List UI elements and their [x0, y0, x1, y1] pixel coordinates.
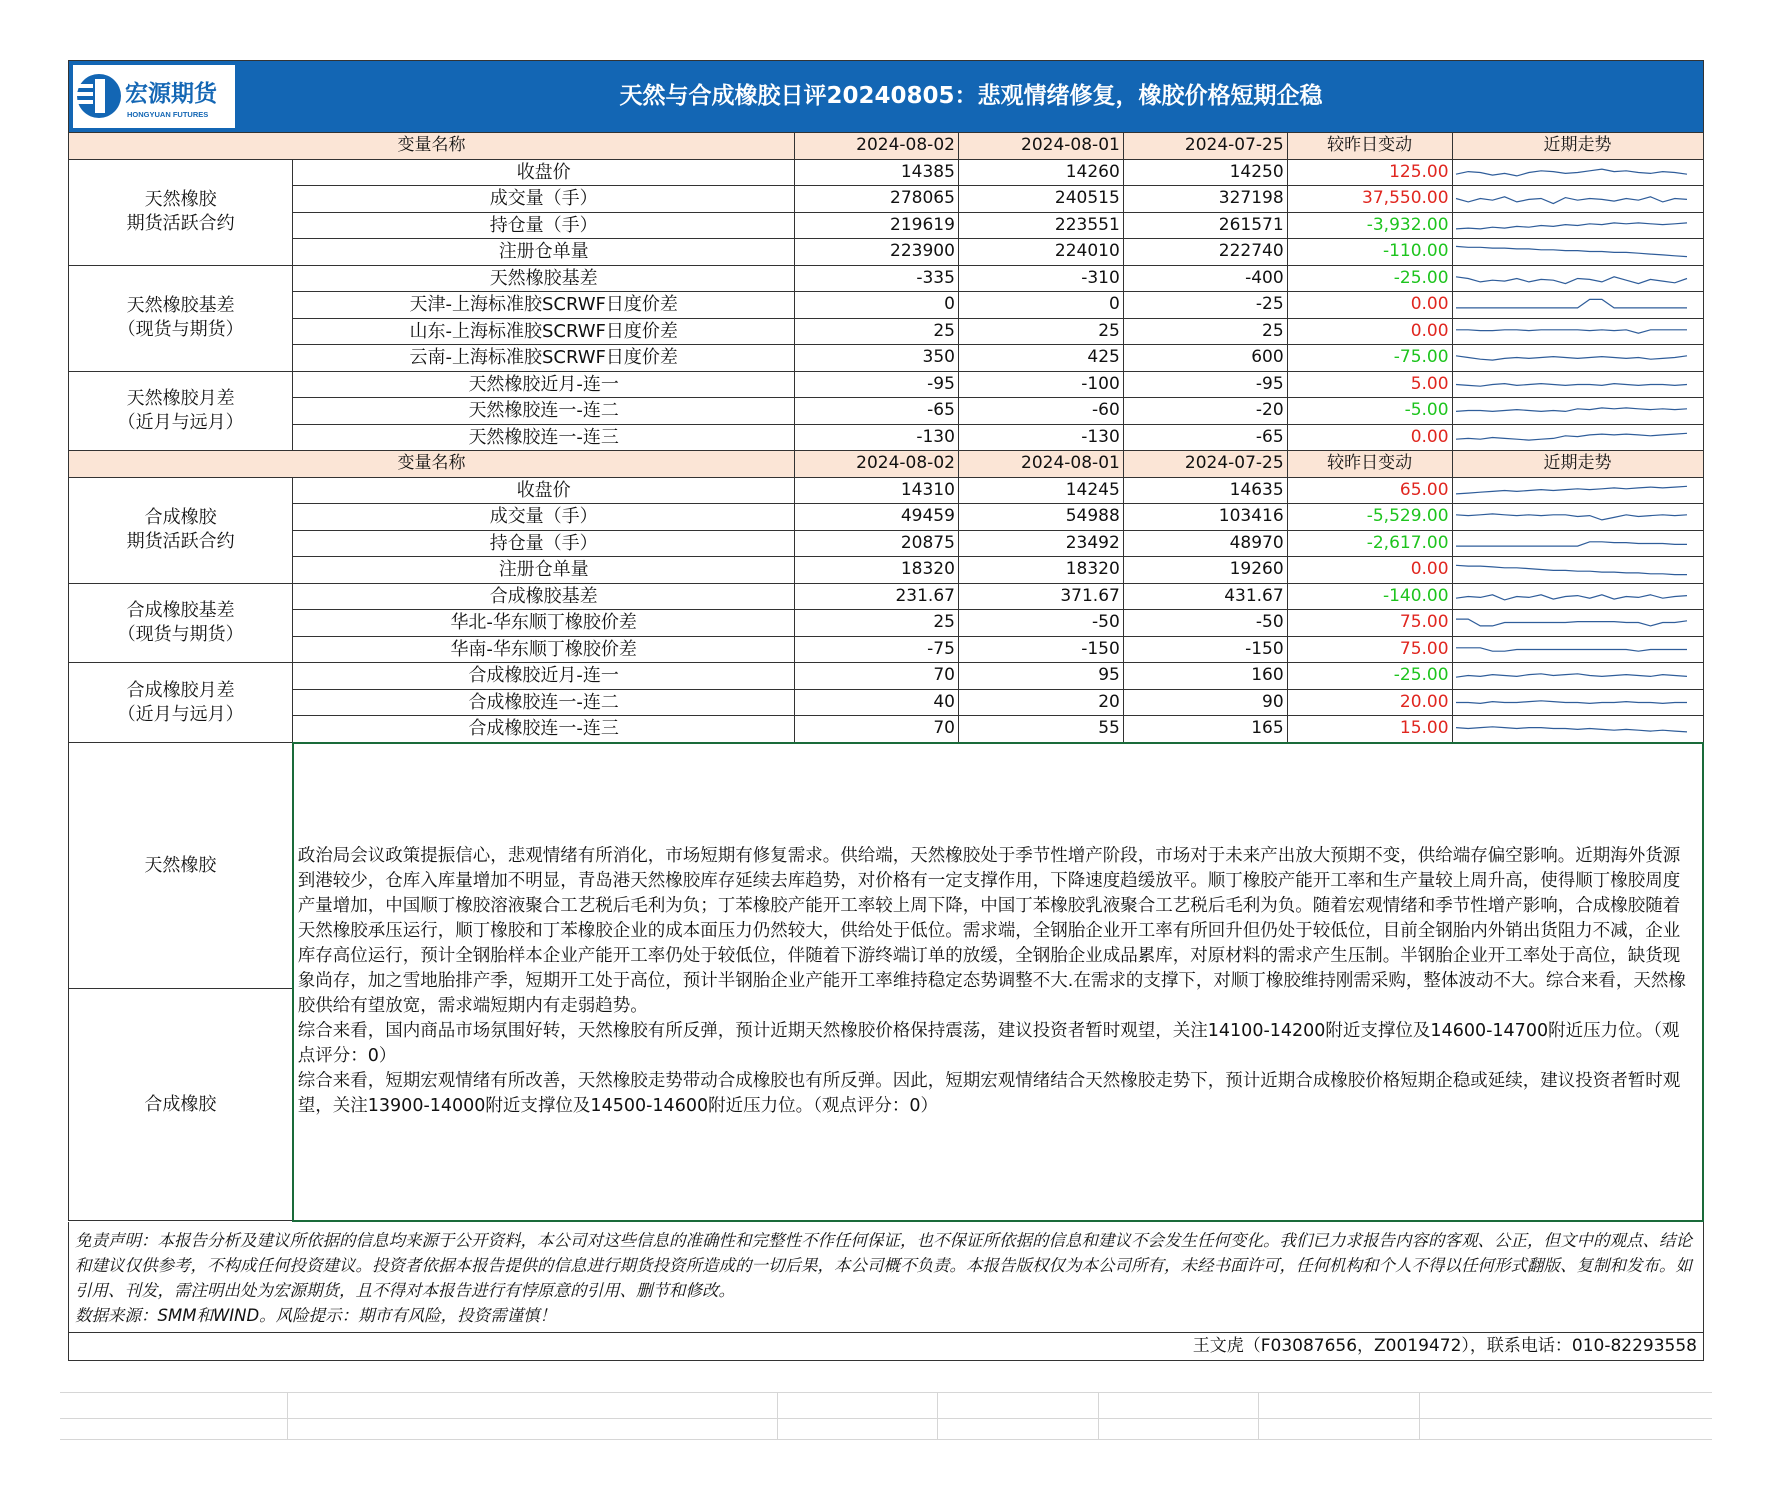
table-row [69, 663, 1704, 690]
variable-name: 成交量（手） [293, 186, 795, 213]
value-date-2: 54988 [958, 504, 1123, 531]
daily-change-value: -5,529.00 [1287, 504, 1452, 531]
value-date-2: -310 [958, 265, 1123, 292]
group-label-line: （现货与期货） [117, 319, 244, 340]
group-label-line: 天然橡胶 [144, 189, 217, 210]
header-date-3: 2024-07-25 [1123, 133, 1287, 160]
trend-sparkline-cell [1452, 530, 1703, 557]
sparkline-chart [1453, 214, 1690, 237]
header-recent-trend: 近期走势 [1452, 133, 1703, 160]
logo-cn-text: 宏源期货 [125, 80, 217, 106]
group-label-line: （近月与远月） [117, 703, 244, 725]
report-banner [68, 60, 1704, 132]
variable-name: 天然橡胶基差 [293, 265, 795, 292]
table-row [69, 477, 1704, 504]
trend-sparkline-cell [1452, 345, 1703, 372]
commentary-label-synthetic: 合成橡胶 [69, 989, 293, 1221]
value-date-3: -50 [1123, 610, 1287, 637]
disclaimer-text: 免责声明：本报告分析及建议所依据的信息均来源于公开资料，本公司对这些信息的准确性和完整性不作任何保证，也不保证所依据的信息和建议不会发生任何变化。我们已力求报告内容的客观、公正，但文中的观点、结论和建议仅供参考，不构成任何投资建议。投资者依据本报告提供的信息进行期货投资所造成的一切后果，本公司概不负责。本报告版权仅为本公司所有，未经书面许可，任何机构和个人不得以任何形式翻版、复制和发布。如引用、刊发，需注明出处为宏源期货，且不得对本报告进行有悖原意的引用、删节和修改。 [75, 1230, 1692, 1300]
variable-name: 注册仓单量 [293, 557, 795, 584]
trend-sparkline-cell [1452, 663, 1703, 690]
sparkline-series [1456, 300, 1687, 309]
sparkline-series [1456, 277, 1687, 284]
variable-name: 收盘价 [293, 477, 795, 504]
hongyuan-logo-icon [73, 65, 235, 128]
sparkline-chart [1453, 240, 1690, 263]
value-date-3: 19260 [1123, 557, 1287, 584]
daily-change-value: -3,932.00 [1287, 212, 1452, 239]
value-date-1: 14310 [795, 477, 959, 504]
company-logo [73, 65, 235, 128]
logo-en-text: HONGYUAN FUTURES [127, 110, 209, 119]
commentary-paragraph-1: 政治局会议政策提振信心，悲观情绪有所消化，市场短期有修复需求。供给端，天然橡胶处于季节性增产阶段，市场对于未来产出放大预期不变，供给端存偏空影响。近期海外货源到港较少，仓库入库量增加不明显，青岛港天然橡胶库存延续去库趋势，对价格有一定支撑作用，下降速度趋缓放平。顺丁橡胶产能开工率和生产量较上周升高，使得顺丁橡胶周度产量增加，中国顺丁橡胶溶液聚合工艺税后毛利为负；丁苯橡胶产能开工率较上周下降，中国丁苯橡胶乳液聚合工艺税后毛利为负。随着宏观情绪和季节性增产影响，合成橡胶随着天然橡胶承压运行，顺丁橡胶和丁苯橡胶企业的成本面压力仍然较大，供给处于低位。需求端，全钢胎企业开工率有所回升但仍处于较低位，目前全钢胎内外销出货阻力不减，企业库存高位运行，预计全钢胎样本企业产能开工率仍处于较低位，伴随着下游终端订单的放缓，全钢胎企业成品累库，对原材料的需求产生压制。半钢胎企业开工率处于高位，缺货现象尚存，加之雪地胎排产季，短期开工处于高位，预计半钢胎企业产能开工率维持稳定态势调整不大.在需求的支撑下，对顺丁橡胶维持刚需采购，整体波动不大。综合来看，天然橡胶供给有望放宽，需求端短期内有走弱趋势。 [297, 845, 1686, 1016]
header-date-2: 2024-08-01 [958, 133, 1123, 160]
value-date-3: 160 [1123, 663, 1287, 690]
sparkline-series [1456, 433, 1687, 440]
trend-sparkline-cell [1452, 504, 1703, 531]
value-date-3: 431.67 [1123, 583, 1287, 610]
sparkline-chart [1453, 691, 1690, 714]
variable-name: 收盘价 [293, 159, 795, 186]
sparkline-series [1456, 330, 1687, 333]
group-label [69, 371, 293, 451]
synthetic-rubber-section [69, 451, 1704, 743]
value-date-2: 55 [958, 716, 1123, 743]
value-date-2: 0 [958, 292, 1123, 319]
header-variable-name: 变量名称 [69, 133, 795, 160]
group-label-line: （现货与期货） [117, 623, 244, 645]
table-row [69, 318, 1704, 345]
trend-sparkline-cell [1452, 371, 1703, 398]
value-date-2: 240515 [958, 186, 1123, 213]
table-row [69, 159, 1704, 186]
trend-sparkline-cell [1452, 610, 1703, 637]
value-date-1: 49459 [795, 504, 959, 531]
value-date-1: 25 [795, 318, 959, 345]
sparkline-series [1456, 197, 1687, 204]
table-row [69, 583, 1704, 610]
group-label [69, 265, 293, 371]
value-date-1: 25 [795, 610, 959, 637]
sparkline-chart [1453, 267, 1690, 290]
group-label [69, 663, 293, 743]
header-daily-change: 较昨日变动 [1287, 133, 1452, 160]
daily-change-value: 20.00 [1287, 689, 1452, 716]
data-table [68, 132, 1704, 1222]
group-label-line: 合成橡胶 [144, 507, 217, 528]
trend-sparkline-cell [1452, 186, 1703, 213]
author-contact: 王文虎（F03087656，Z0019472），联系电话：010-82293558 [68, 1333, 1704, 1361]
daily-change-value: 75.00 [1287, 636, 1452, 663]
value-date-1: -335 [795, 265, 959, 292]
value-date-3: 25 [1123, 318, 1287, 345]
trend-sparkline-cell [1452, 583, 1703, 610]
daily-change-value: 0.00 [1287, 557, 1452, 584]
sparkline-chart [1453, 717, 1690, 740]
table-row [69, 610, 1704, 637]
header-date-1: 2024-08-02 [795, 133, 959, 160]
variable-name: 持仓量（手） [293, 530, 795, 557]
sparkline-series [1456, 356, 1687, 360]
table-header-row [69, 133, 1704, 160]
value-date-3: 14250 [1123, 159, 1287, 186]
trend-sparkline-cell [1452, 318, 1703, 345]
table-row [69, 504, 1704, 531]
sparkline-series [1456, 566, 1687, 575]
table-row [69, 265, 1704, 292]
value-date-3: -65 [1123, 424, 1287, 451]
value-date-3: 165 [1123, 716, 1287, 743]
table-row [69, 212, 1704, 239]
daily-change-value: -110.00 [1287, 239, 1452, 266]
trend-sparkline-cell [1452, 159, 1703, 186]
sparkline-series [1456, 595, 1687, 600]
value-date-1: 350 [795, 345, 959, 372]
value-date-2: 371.67 [958, 583, 1123, 610]
variable-name: 合成橡胶连一-连三 [293, 716, 795, 743]
trend-sparkline-cell [1452, 636, 1703, 663]
table-row [69, 186, 1704, 213]
sparkline-series [1456, 486, 1687, 494]
group-label-line: 天然橡胶月差 [126, 387, 235, 409]
sparkline-series [1456, 674, 1687, 677]
sparkline-series [1456, 619, 1687, 626]
value-date-1: 18320 [795, 557, 959, 584]
sparkline-chart [1453, 399, 1690, 422]
daily-change-value: -25.00 [1287, 663, 1452, 690]
value-date-2: 20 [958, 689, 1123, 716]
variable-name: 华南-华东顺丁橡胶价差 [293, 636, 795, 663]
value-date-3: 103416 [1123, 504, 1287, 531]
variable-name: 合成橡胶基差 [293, 583, 795, 610]
sparkline-chart [1453, 373, 1690, 396]
commentary-label-natural: 天然橡胶 [69, 743, 293, 989]
daily-change-value: 65.00 [1287, 477, 1452, 504]
table-row [69, 636, 1704, 663]
group-label [69, 159, 293, 265]
variable-name: 华北-华东顺丁橡胶价差 [293, 610, 795, 637]
header-daily-change: 较昨日变动 [1287, 451, 1452, 478]
trend-sparkline-cell [1452, 716, 1703, 743]
daily-change-value: -2,617.00 [1287, 530, 1452, 557]
sparkline-series [1456, 727, 1687, 732]
value-date-2: 25 [958, 318, 1123, 345]
daily-change-value: -25.00 [1287, 265, 1452, 292]
daily-change-value: 0.00 [1287, 318, 1452, 345]
table-row [69, 530, 1704, 557]
group-label [69, 477, 293, 583]
natural-rubber-section [69, 133, 1704, 451]
table-row [69, 716, 1704, 743]
value-date-2: -150 [958, 636, 1123, 663]
daily-change-value: 0.00 [1287, 292, 1452, 319]
group-label-line: 合成橡胶月差 [126, 679, 235, 701]
trend-sparkline-cell [1452, 292, 1703, 319]
table-row [69, 424, 1704, 451]
value-date-1: 20875 [795, 530, 959, 557]
value-date-3: 327198 [1123, 186, 1287, 213]
value-date-2: 425 [958, 345, 1123, 372]
daily-change-value: 37,550.00 [1287, 186, 1452, 213]
trend-sparkline-cell [1452, 689, 1703, 716]
value-date-1: 40 [795, 689, 959, 716]
sparkline-chart [1453, 320, 1690, 343]
value-date-1: -95 [795, 371, 959, 398]
variable-name: 合成橡胶连一-连二 [293, 689, 795, 716]
daily-change-value: -75.00 [1287, 345, 1452, 372]
commentary-section [69, 743, 1704, 1221]
table-row [69, 689, 1704, 716]
value-date-3: 600 [1123, 345, 1287, 372]
table-row [69, 345, 1704, 372]
sparkline-chart [1453, 426, 1690, 449]
spreadsheet-gridlines [60, 1392, 1712, 1440]
sparkline-chart [1453, 346, 1690, 369]
value-date-1: 278065 [795, 186, 959, 213]
value-date-2: 23492 [958, 530, 1123, 557]
value-date-1: 231.67 [795, 583, 959, 610]
value-date-2: 224010 [958, 239, 1123, 266]
value-date-1: 70 [795, 663, 959, 690]
value-date-2: 18320 [958, 557, 1123, 584]
group-label [69, 583, 293, 663]
sparkline-chart [1453, 479, 1690, 502]
header-date-3: 2024-07-25 [1123, 451, 1287, 478]
header-recent-trend: 近期走势 [1452, 451, 1703, 478]
value-date-1: 70 [795, 716, 959, 743]
group-label-line: 期货活跃合约 [126, 213, 235, 234]
daily-change-value: 5.00 [1287, 371, 1452, 398]
trend-sparkline-cell [1452, 557, 1703, 584]
trend-sparkline-cell [1452, 265, 1703, 292]
group-label-line: 天然橡胶基差 [126, 295, 235, 316]
daily-change-value: 15.00 [1287, 716, 1452, 743]
table-header-row [69, 451, 1704, 478]
group-label-line: 合成橡胶基差 [126, 599, 235, 621]
variable-name: 注册仓单量 [293, 239, 795, 266]
table-row [69, 398, 1704, 425]
value-date-2: -50 [958, 610, 1123, 637]
value-date-1: -65 [795, 398, 959, 425]
trend-sparkline-cell [1452, 212, 1703, 239]
trend-sparkline-cell [1452, 398, 1703, 425]
report-title: 天然与合成橡胶日评20240805：悲观情绪修复，橡胶价格短期企稳 [619, 83, 1323, 109]
table-row [69, 239, 1704, 266]
value-date-3: 90 [1123, 689, 1287, 716]
value-date-2: 223551 [958, 212, 1123, 239]
value-date-3: 48970 [1123, 530, 1287, 557]
value-date-3: 222740 [1123, 239, 1287, 266]
commentary-paragraph-2: 综合来看，国内商品市场氛围好转，天然橡胶有所反弹，预计近期天然橡胶价格保持震荡，建议投资者暂时观望，关注14100-14200附近支撑位及14600-14700附近压力位。（观点评分：0） [297, 1020, 1680, 1066]
trend-sparkline-cell [1452, 477, 1703, 504]
sparkline-chart [1453, 611, 1690, 634]
value-date-3: -150 [1123, 636, 1287, 663]
commentary-paragraph-3: 综合来看，短期宏观情绪有所改善，天然橡胶走势带动合成橡胶也有所反弹。因此，短期宏观情绪结合天然橡胶走势下，预计近期合成橡胶价格短期企稳或延续，建议投资者暂时观望，关注13900-14000附近支撑位及14500-14600附近压力位。（观点评分：0） [297, 1070, 1681, 1116]
trend-sparkline-cell [1452, 424, 1703, 451]
report-sheet [68, 60, 1704, 1361]
sparkline-series [1456, 701, 1687, 704]
sparkline-series [1456, 648, 1687, 651]
trend-sparkline-cell [1452, 239, 1703, 266]
sparkline-series [1456, 169, 1687, 176]
group-label-line: 期货活跃合约 [126, 531, 235, 552]
sparkline-series [1456, 223, 1687, 229]
sparkline-chart [1453, 585, 1690, 608]
value-date-2: 14260 [958, 159, 1123, 186]
disclaimer [68, 1222, 1704, 1333]
table-row [69, 557, 1704, 584]
header-date-2: 2024-08-01 [958, 451, 1123, 478]
value-date-1: 0 [795, 292, 959, 319]
variable-name: 天然橡胶连一-连二 [293, 398, 795, 425]
value-date-3: 261571 [1123, 212, 1287, 239]
value-date-3: -20 [1123, 398, 1287, 425]
value-date-2: -100 [958, 371, 1123, 398]
variable-name: 天然橡胶近月-连一 [293, 371, 795, 398]
header-variable-name: 变量名称 [69, 451, 795, 478]
value-date-1: 223900 [795, 239, 959, 266]
commentary-text [293, 743, 1703, 1221]
sparkline-series [1456, 542, 1687, 546]
group-label-line: （近月与远月） [117, 411, 244, 433]
sparkline-chart [1453, 187, 1690, 210]
header-date-1: 2024-08-02 [795, 451, 959, 478]
sparkline-series [1456, 247, 1687, 257]
variable-name: 天津-上海标准胶SCRWF日度价差 [293, 292, 795, 319]
value-date-2: -60 [958, 398, 1123, 425]
sparkline-series [1456, 383, 1687, 386]
sparkline-series [1456, 408, 1687, 412]
value-date-2: 14245 [958, 477, 1123, 504]
daily-change-value: 125.00 [1287, 159, 1452, 186]
variable-name: 合成橡胶近月-连一 [293, 663, 795, 690]
sparkline-chart [1453, 293, 1690, 316]
value-date-3: -25 [1123, 292, 1287, 319]
value-date-1: -130 [795, 424, 959, 451]
sparkline-chart [1453, 505, 1690, 528]
variable-name: 山东-上海标准胶SCRWF日度价差 [293, 318, 795, 345]
sparkline-series [1456, 514, 1687, 520]
value-date-1: 219619 [795, 212, 959, 239]
variable-name: 天然橡胶连一-连三 [293, 424, 795, 451]
daily-change-value: 75.00 [1287, 610, 1452, 637]
value-date-3: -400 [1123, 265, 1287, 292]
variable-name: 持仓量（手） [293, 212, 795, 239]
value-date-1: -75 [795, 636, 959, 663]
daily-change-value: -140.00 [1287, 583, 1452, 610]
sparkline-chart [1453, 532, 1690, 555]
value-date-1: 14385 [795, 159, 959, 186]
sparkline-chart [1453, 161, 1690, 184]
value-date-3: -95 [1123, 371, 1287, 398]
sparkline-chart [1453, 664, 1690, 687]
daily-change-value: 0.00 [1287, 424, 1452, 451]
sparkline-chart [1453, 558, 1690, 581]
data-source-text: 数据来源：SMM和WIND。风险提示：期市有风险，投资需谨慎！ [75, 1305, 557, 1325]
variable-name: 云南-上海标准胶SCRWF日度价差 [293, 345, 795, 372]
sparkline-chart [1453, 638, 1690, 661]
daily-change-value: -5.00 [1287, 398, 1452, 425]
table-row [69, 371, 1704, 398]
variable-name: 成交量（手） [293, 504, 795, 531]
value-date-2: 95 [958, 663, 1123, 690]
table-row [69, 292, 1704, 319]
value-date-2: -130 [958, 424, 1123, 451]
value-date-3: 14635 [1123, 477, 1287, 504]
